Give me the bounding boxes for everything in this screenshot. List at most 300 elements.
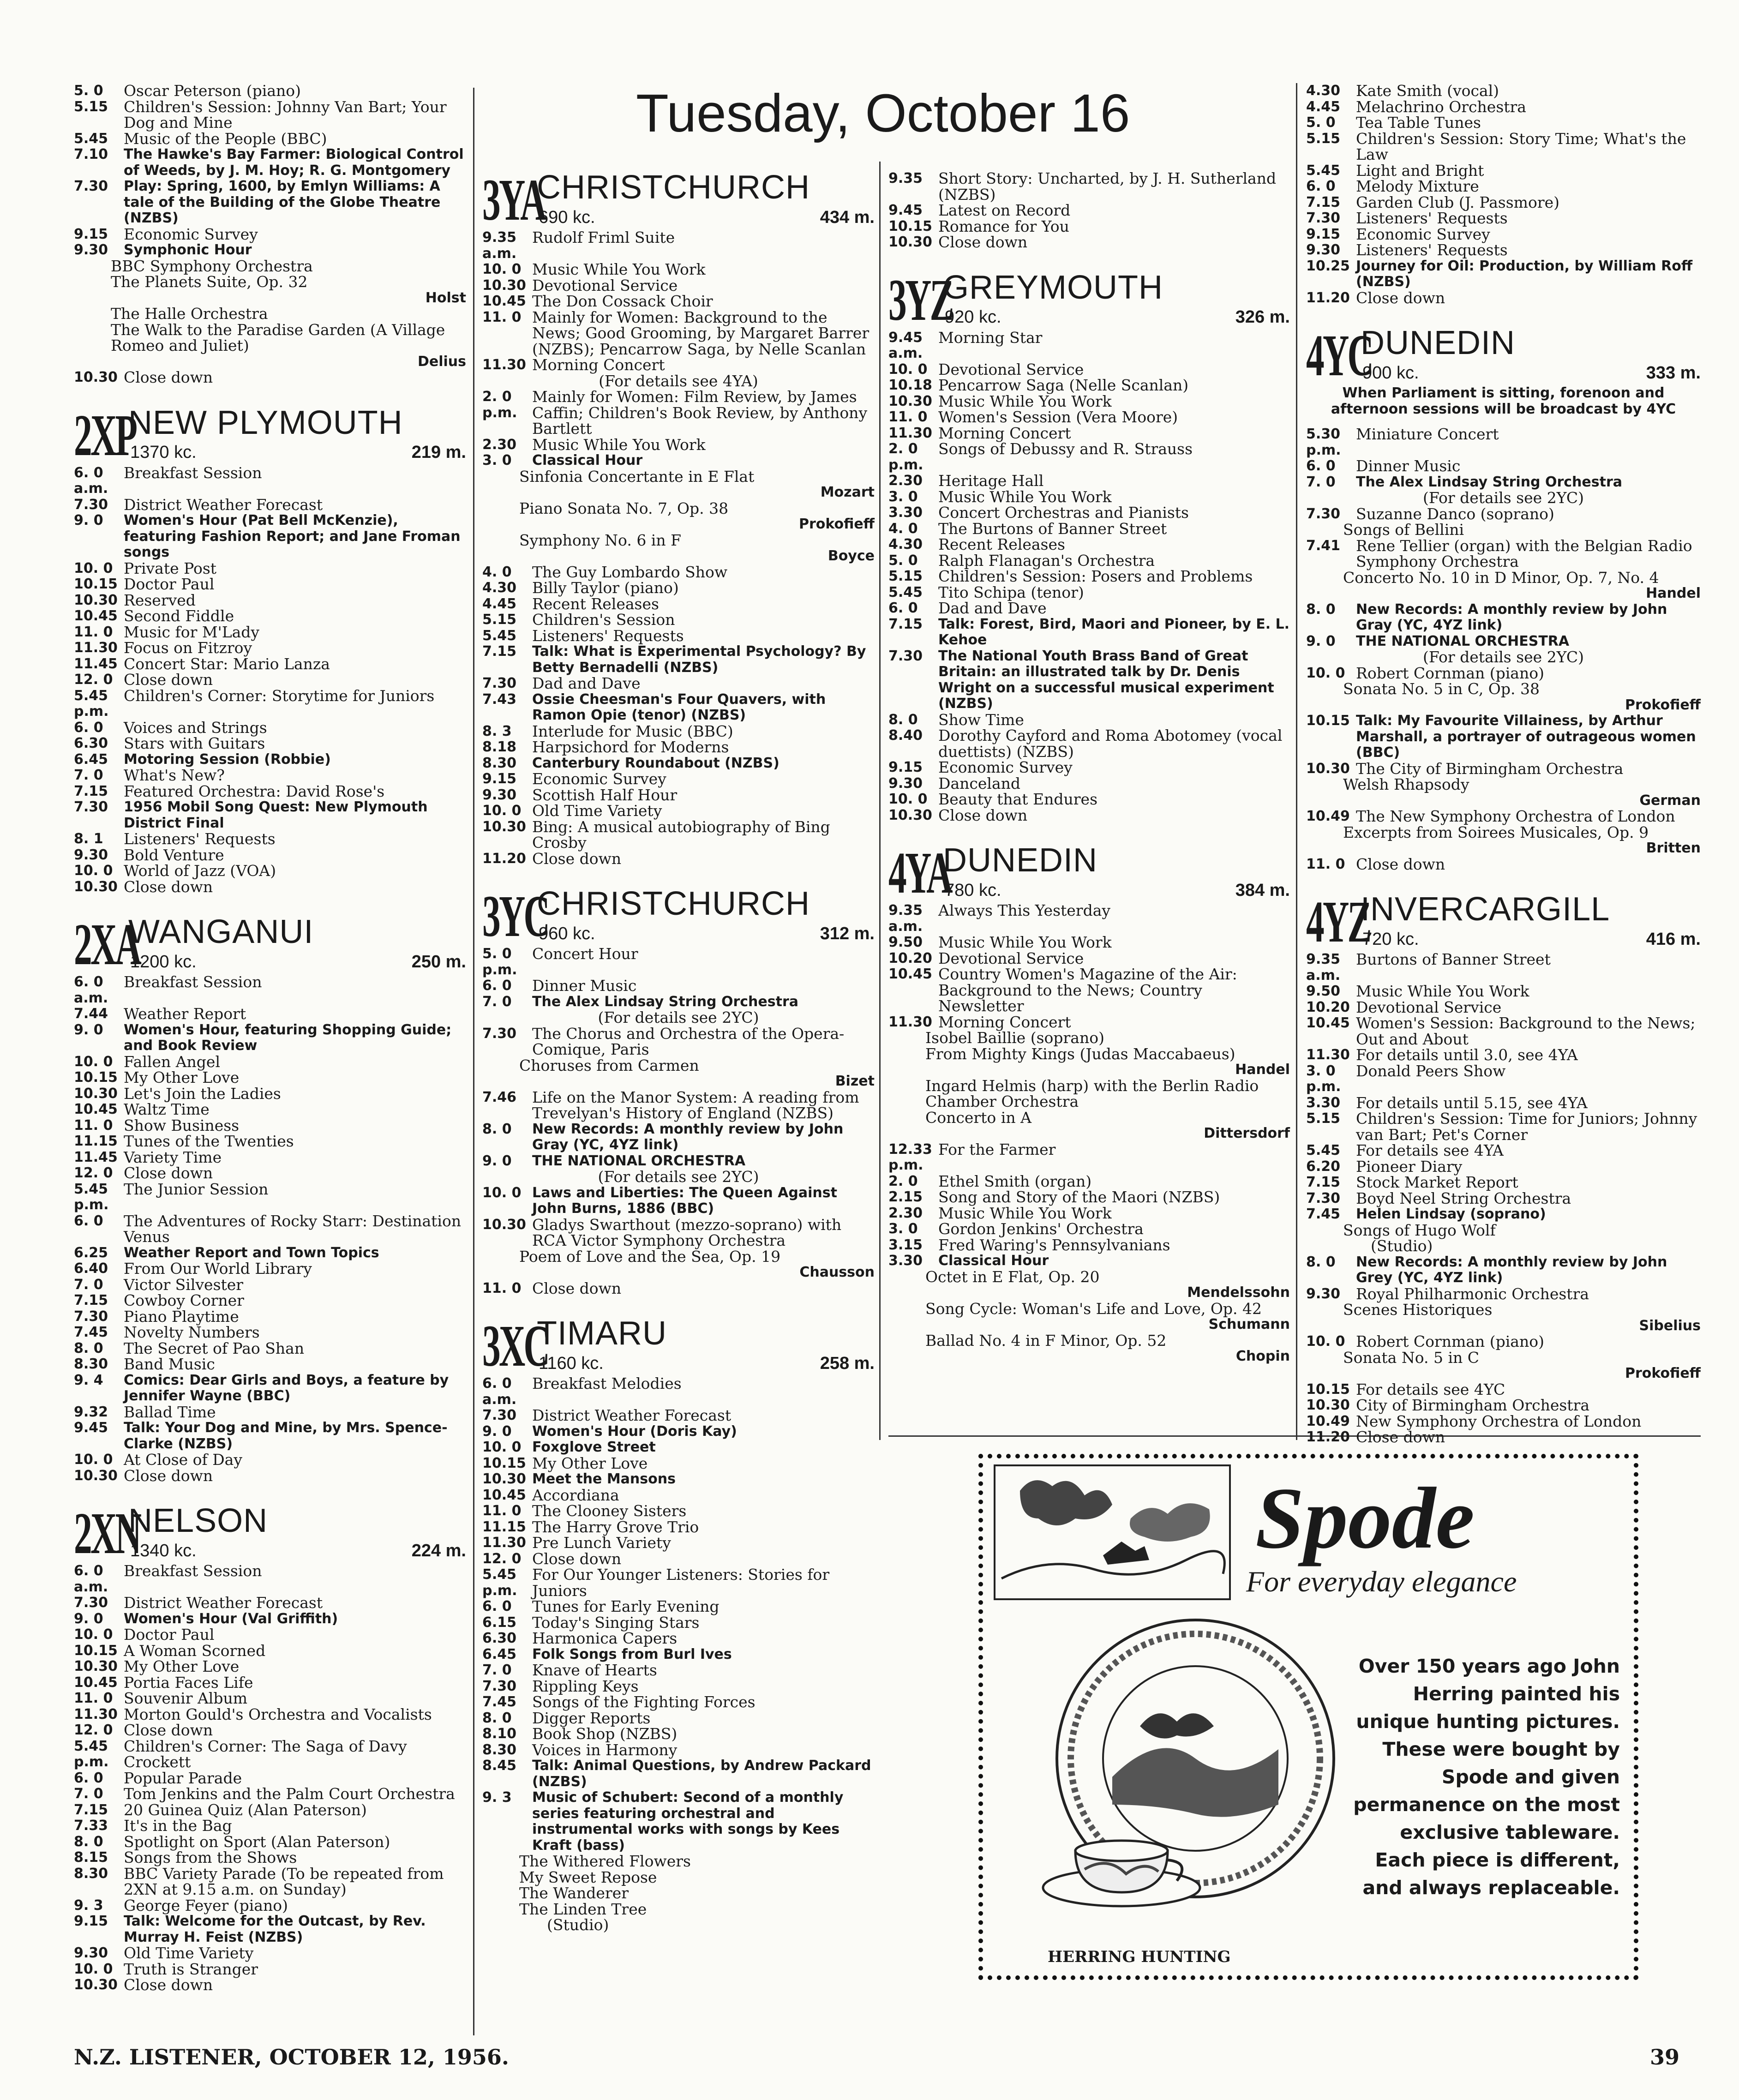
station-wavelength: 258 m. <box>820 1353 875 1373</box>
programme-time: 9.15 <box>1306 226 1341 242</box>
programme-row <box>74 799 466 831</box>
programme-title: Children's Session: Story Time; What's the Law <box>1356 129 1686 163</box>
programme-row <box>1306 1382 1701 1398</box>
programme-time: 2. 0 p.m. <box>482 389 517 421</box>
programme-time: 7.41 <box>1306 537 1341 554</box>
programme-row <box>482 1567 875 1599</box>
programme-detail: Sonata No. 5 in C, Op. 38 <box>1343 680 1540 698</box>
programme-title: Listeners' Requests <box>1356 209 1508 227</box>
programme-row <box>888 521 1290 537</box>
programme-title: The Clooney Sisters <box>532 1502 687 1520</box>
programme-time: 11.30 <box>888 1014 932 1030</box>
column-divider <box>879 162 881 1440</box>
station-city: NEW PLYMOUTH <box>128 404 403 441</box>
programme-row <box>482 580 875 596</box>
programme-time: 10.45 <box>74 608 118 624</box>
programme-row <box>482 1551 875 1567</box>
programme-title: The National Youth Brass Band of Great Britain: an illustrated talk by Dr. Denis Wright on a successful musical experiment (NZBS) <box>938 648 1274 712</box>
programme-time: 9.45 <box>74 1420 108 1436</box>
programme-title: Helen Lindsay (soprano) <box>1356 1206 1546 1222</box>
programme-detail: Ingard Helmis (harp) with the Berlin Radio Chamber Orchestra <box>925 1076 1259 1110</box>
programme-row <box>888 1237 1290 1254</box>
programme-row <box>888 712 1290 728</box>
programme-row <box>1306 1000 1701 1016</box>
programme-row <box>1306 227 1701 243</box>
station-header <box>74 912 466 977</box>
programme-time: 5. 0 <box>1306 114 1336 131</box>
programme-title: Popular Parade <box>124 1769 242 1787</box>
programme-row <box>888 792 1290 808</box>
programme-title: Women's Hour (Pat Bell McKenzie), featuring Fashion Report; and Jane Froman songs <box>124 512 461 560</box>
programme-row <box>74 1675 466 1691</box>
station-frequency: 780 kc. <box>945 880 1001 900</box>
programme-title: Recent Releases <box>938 535 1065 553</box>
programme-title: Close down <box>124 1466 213 1485</box>
programme-row <box>1306 474 1701 491</box>
programme-title: Ballad Time <box>124 1403 216 1421</box>
composer-name: Schumann <box>1208 1316 1290 1332</box>
station-wavelength: 312 m. <box>820 924 875 943</box>
programme-time: 7.30 <box>482 675 517 691</box>
programme-time: 6. 0 <box>1306 458 1336 474</box>
programme-row <box>888 1142 1290 1174</box>
programme-title: Donald Peers Show <box>1356 1062 1506 1080</box>
programme-time: 5.45 p.m. <box>74 687 109 720</box>
programme-title: From Our World Library <box>124 1260 312 1278</box>
programme-row <box>1306 857 1701 873</box>
programme-row <box>1306 984 1701 1000</box>
programme-time: 10.30 <box>482 1216 526 1233</box>
programme-row <box>74 497 466 513</box>
station-city: GREYMOUTH <box>943 269 1163 306</box>
programme-time: 5.15 <box>1306 1110 1341 1127</box>
programme-title: The Guy Lombardo Show <box>532 563 728 581</box>
programme-title: Country Women's Magazine of the Air: Background to the News; Country Newsletter <box>938 965 1237 1015</box>
programme-time: 9.30 <box>74 1945 108 1961</box>
programme-title: Let's Join the Ladies <box>124 1084 281 1103</box>
programme-time: 3.30 <box>888 1253 923 1269</box>
programme-title: Rippling Keys <box>532 1677 639 1695</box>
programme-title: Royal Philharmonic Orchestra <box>1356 1284 1589 1303</box>
programme-time: 10. 0 <box>482 803 522 819</box>
programme-row <box>482 803 875 819</box>
programme-title: Rene Tellier (organ) with the Belgian Radio Symphony Orchestra <box>1356 536 1692 570</box>
programme-title: Oscar Peterson (piano) <box>124 82 301 100</box>
programme-row <box>74 879 466 895</box>
programme-time: 6.40 <box>74 1260 108 1277</box>
programme-row <box>74 1770 466 1787</box>
programme-row <box>74 561 466 577</box>
programme-time: 9.15 <box>74 1913 108 1929</box>
programme-title: Children's Session <box>532 611 675 629</box>
programme-detail: From Mighty Kings (Judas Maccabaeus) <box>925 1044 1235 1063</box>
programme-row <box>1306 1414 1701 1430</box>
programme-detail: Octet in E Flat, Op. 20 <box>925 1267 1100 1286</box>
station-city: DUNEDIN <box>1361 324 1516 361</box>
programme-time: 11. 0 <box>74 1117 113 1134</box>
programme-title: Knave of Hearts <box>532 1661 657 1679</box>
composer-name: Mozart <box>820 484 875 500</box>
station-section <box>74 402 466 896</box>
programme-title: The Junior Session <box>124 1180 269 1198</box>
station-frequency: 1370 kc. <box>130 443 197 462</box>
programme-time: 12.33 p.m. <box>888 1141 932 1173</box>
programme-title: For Our Younger Listeners: Stories for Juniors <box>532 1566 830 1600</box>
programme-row <box>1306 242 1701 258</box>
programme-title: Listeners' Requests <box>124 830 276 848</box>
programme-title: Pencarrow Saga (Nelle Scanlan) <box>938 376 1189 394</box>
programme-time: 4. 0 <box>888 520 918 537</box>
programme-row <box>74 1102 466 1118</box>
programme-title: Morning Concert <box>532 356 665 374</box>
programme-time: 7.30 <box>74 1308 108 1325</box>
programme-title: Close down <box>124 877 213 896</box>
programme-title: Devotional Service <box>1356 998 1502 1016</box>
programme-title: Concert Hour <box>532 945 638 963</box>
programme-row <box>482 1599 875 1615</box>
station-wavelength: 434 m. <box>820 207 875 227</box>
programme-row <box>74 1086 466 1102</box>
programme-time: 2.30 <box>888 473 923 489</box>
station-city: CHRISTCHURCH <box>537 169 810 206</box>
station-call-sign: 2XN <box>74 1500 140 1566</box>
programme-row <box>74 1659 466 1675</box>
programme-time: 7.10 <box>74 146 108 162</box>
programme-row <box>482 357 875 373</box>
programme-title: The Alex Lindsay String Orchestra <box>1356 474 1622 490</box>
spode-tagline: For everyday elegance <box>1246 1565 1517 1598</box>
programme-time: 10.15 <box>1306 1381 1350 1398</box>
programme-title: Close down <box>124 1976 213 1994</box>
programme-row <box>74 1834 466 1850</box>
programme-time: 5. 0 <box>74 83 103 99</box>
programme-time: 10.20 <box>1306 999 1350 1015</box>
programme-time: 2. 0 p.m. <box>888 441 923 473</box>
programme-time: 9. 3 <box>74 1897 103 1914</box>
programme-row <box>1306 1175 1701 1191</box>
programme-time: 10. 0 <box>74 863 113 879</box>
programme-row <box>1306 761 1701 777</box>
programme-detail: Sinfonia Concertante in E Flat <box>519 467 755 486</box>
programme-time: 8.45 <box>482 1758 517 1774</box>
programme-title: Close down <box>124 368 213 386</box>
programme-detail: Concerto No. 10 in D Minor, Op. 7, No. 4 <box>1343 568 1659 587</box>
programme-time: 8. 1 <box>74 831 103 847</box>
programme-row <box>1306 1143 1701 1159</box>
programme-title: Classical Hour <box>938 1253 1049 1269</box>
programme-time: 9. 3 <box>482 1789 512 1806</box>
programme-row <box>74 608 466 624</box>
station-wavelength: 333 m. <box>1646 363 1701 383</box>
programme-time: 4.30 <box>888 536 923 552</box>
programme-title: Economic Survey <box>938 758 1073 776</box>
programme-row <box>482 1471 875 1488</box>
programme-row <box>74 1420 466 1452</box>
programme-time: 9. 0 <box>482 1423 512 1440</box>
column-divider <box>1296 83 1297 1440</box>
programme-row <box>888 203 1290 219</box>
programme-title: Music While You Work <box>1356 982 1529 1000</box>
programme-row <box>482 994 875 1010</box>
station-frequency: 1160 kc. <box>539 1353 604 1373</box>
programme-detail: (Studio) <box>1371 1237 1433 1255</box>
programme-title: Voices in Harmony <box>532 1740 678 1759</box>
programme-time: 10.45 <box>482 1487 526 1503</box>
composer-name: Mendelssohn <box>1187 1284 1290 1301</box>
programme-time: 8. 0 <box>888 711 918 728</box>
composer-name: Prokofieff <box>1625 1365 1701 1381</box>
programme-detail: Welsh Rhapsody <box>1343 775 1469 793</box>
programme-row <box>74 1898 466 1914</box>
programme-row <box>888 1253 1290 1269</box>
station-city: INVERCARGILL <box>1361 891 1610 928</box>
programme-time: 7. 0 <box>482 993 512 1010</box>
programme-time: 10.30 <box>74 1467 118 1484</box>
programme-title: Women's Hour (Doris Kay) <box>532 1423 737 1440</box>
programme-title: New Records: A monthly review by John Gray (YC, 4YZ link) <box>532 1121 844 1153</box>
programme-row <box>888 171 1290 203</box>
programme-row <box>74 179 466 227</box>
programme-time: 7.46 <box>482 1089 517 1105</box>
programme-time: 11.45 <box>74 655 118 672</box>
programme-title: Recent Releases <box>532 594 659 613</box>
programme-title: Ralph Flanagan's Orchestra <box>938 551 1155 570</box>
station-city: CHRISTCHURCH <box>537 885 810 922</box>
programme-title: Always This Yesterday <box>938 901 1111 919</box>
programme-row <box>1306 1286 1701 1302</box>
programme-detail: The Walk to the Paradise Garden (A Village Romeo and Juliet) <box>111 320 445 354</box>
programme-title: Morning Concert <box>938 424 1071 442</box>
programme-title: Classical Hour <box>532 452 643 468</box>
programme-title: Focus on Fitzroy <box>124 639 252 657</box>
programme-title: World of Jazz (VOA) <box>124 862 276 880</box>
composer-name: Bizet <box>835 1073 875 1089</box>
programme-time: 9.30 <box>74 242 108 258</box>
programme-time: 10.30 <box>74 878 118 895</box>
programme-title: Music While You Work <box>938 392 1112 410</box>
programme-time: 8.15 <box>74 1849 108 1866</box>
programme-title: Harpsichord for Moderns <box>532 738 729 756</box>
programme-title: Breakfast Session <box>124 463 262 482</box>
programme-title: THE NATIONAL ORCHESTRA <box>1356 633 1570 649</box>
programme-title: Close down <box>1356 1428 1445 1446</box>
page-title: Tuesday, October 16 <box>636 83 1130 143</box>
programme-title: Rudolf Friml Suite <box>532 228 675 246</box>
spode-advertisement <box>978 1454 1638 1980</box>
station-wavelength: 384 m. <box>1235 880 1290 900</box>
programme-time: 7.15 <box>74 1801 108 1818</box>
programme-row <box>74 593 466 609</box>
programme-time: 6. 0 a.m. <box>74 1563 108 1595</box>
programme-row <box>1306 1159 1701 1175</box>
programme-title: Play: Spring, 1600, by Emlyn Williams: A tale of the Building of the Globe Theatre (NZBS) <box>124 178 441 226</box>
programme-title: Kate Smith (vocal) <box>1356 82 1499 100</box>
programme-time: 8.40 <box>888 727 923 744</box>
programme-title: Music of Schubert: Second of a monthly series featuring orchestral and instrumental works with songs by Kees Kraft (bass) <box>532 1789 844 1854</box>
programme-row <box>74 1563 466 1595</box>
programme-title: Talk: Welcome for the Outcast, by Rev. Murray H. Feist (NZBS) <box>124 1913 426 1945</box>
programme-time: 10. 0 <box>74 560 113 576</box>
programme-title: Garden Club (J. Passmore) <box>1356 193 1560 211</box>
programme-title: Old Time Variety <box>124 1944 254 1962</box>
programme-row <box>482 1376 875 1408</box>
programme-row <box>74 1802 466 1818</box>
station-city: NELSON <box>128 1502 268 1539</box>
programme-time: 10.30 <box>482 277 526 294</box>
programme-row <box>74 1643 466 1659</box>
programme-title: City of Birmingham Orchestra <box>1356 1396 1590 1414</box>
programme-detail: Scenes Historiques <box>1343 1301 1493 1319</box>
programme-time: 5.30 p.m. <box>1306 426 1341 458</box>
programme-row <box>888 648 1290 712</box>
programme-row <box>482 819 875 851</box>
programme-time: 7.15 <box>1306 194 1341 210</box>
programme-time: 8.18 <box>482 739 517 755</box>
programme-title: Dad and Dave <box>938 599 1047 617</box>
programme-time: 9. 0 <box>1306 633 1336 649</box>
programme-title: Women's Hour (Val Griffith) <box>124 1610 338 1627</box>
programme-detail: The Linden Tree <box>519 1900 647 1918</box>
programme-time: 10. 0 <box>888 361 928 378</box>
programme-time: 3.30 <box>1306 1094 1341 1111</box>
programme-row <box>482 1456 875 1472</box>
programme-time: 10.15 <box>74 1642 118 1659</box>
station-section <box>74 912 466 1485</box>
programme-row <box>74 1786 466 1802</box>
programme-time: 11. 0 <box>1306 856 1345 872</box>
programme-detail: (For details see 4YA) <box>599 372 758 390</box>
programme-title: Women's Session (Vera Moore) <box>938 408 1178 426</box>
programme-time: 10.30 <box>74 1085 118 1102</box>
programme-row <box>74 624 466 641</box>
programme-title: Miniature Concert <box>1356 425 1499 443</box>
programme-row <box>888 378 1290 394</box>
programme-time: 5.45 <box>482 627 517 644</box>
programme-title: My Other Love <box>532 1454 648 1472</box>
programme-time: 8. 0 <box>1306 1254 1336 1270</box>
programme-detail: My Sweet Repose <box>519 1868 657 1886</box>
programme-row <box>482 1488 875 1504</box>
station-section <box>1306 83 1701 306</box>
programme-row <box>74 1722 466 1739</box>
programme-row <box>1306 258 1701 290</box>
programme-row <box>482 612 875 628</box>
programme-time: 10. 0 <box>74 1053 113 1070</box>
programme-row <box>482 1440 875 1456</box>
programme-time: 7.45 <box>1306 1206 1341 1222</box>
programme-time: 7. 0 <box>1306 474 1336 490</box>
programme-row <box>482 676 875 692</box>
programme-time: 7. 0 <box>74 1276 103 1293</box>
programme-time: 10.30 <box>888 393 932 409</box>
programme-detail: Symphony No. 6 in F <box>519 531 681 549</box>
programme-row <box>74 131 466 147</box>
programme-title: Bing: A musical autobiography of Bing Crosby <box>532 817 830 852</box>
programme-time: 3.30 <box>888 504 923 521</box>
programme-detail: Songs of Bellini <box>1343 521 1464 539</box>
programme-title: Listeners' Requests <box>1356 241 1508 259</box>
programme-time: 10.45 <box>1306 1015 1350 1031</box>
programme-title: Scottish Half Hour <box>532 786 678 804</box>
programme-detail: (For details see 2YC) <box>598 1008 759 1026</box>
programme-row <box>1306 426 1701 458</box>
programme-time: 10. 0 <box>74 1452 113 1468</box>
programme-title: Light and Bright <box>1356 161 1484 180</box>
programme-title: Gordon Jenkins' Orchestra <box>938 1220 1144 1238</box>
programme-time: 7.44 <box>74 1006 108 1022</box>
programme-time: 10.45 <box>482 293 526 309</box>
programme-title: Talk: Animal Questions, by Andrew Packard (NZBS) <box>532 1758 871 1790</box>
programme-title: Victor Silvester <box>124 1275 244 1294</box>
programme-title: The Chorus and Orchestra of the Opera-Comique, Paris <box>532 1024 845 1058</box>
station-note: When Parliament is sitting, forenoon and afternoon sessions will be broadcast by 4YC <box>1331 385 1676 417</box>
programme-title: Ossie Cheesman's Four Quavers, with Ramon Opie (tenor) (NZBS) <box>532 691 826 723</box>
programme-time: 12. 0 <box>74 672 113 688</box>
programme-time: 12. 0 <box>74 1165 113 1181</box>
programme-row <box>482 1710 875 1727</box>
programme-time: 6.15 <box>482 1614 517 1631</box>
programme-detail: Excerpts from Soirees Musicales, Op. 9 <box>1343 823 1649 841</box>
programme-title: Close down <box>1356 855 1445 873</box>
programme-time: 5.15 <box>482 612 517 628</box>
programme-time: 9. 0 <box>74 1021 103 1038</box>
programme-time: 7. 0 <box>74 1786 103 1802</box>
programme-time: 9.15 <box>888 759 923 775</box>
programme-title: District Weather Forecast <box>124 495 323 514</box>
station-section <box>888 171 1290 251</box>
programme-title: For the Farmer <box>938 1140 1056 1158</box>
programme-row <box>482 1535 875 1551</box>
programme-detail: Isobel Baillie (soprano) <box>925 1029 1104 1047</box>
station-wavelength: 250 m. <box>411 952 466 972</box>
programme-row <box>1306 809 1701 825</box>
programme-title: Foxglove Street <box>532 1439 656 1455</box>
programme-row <box>1306 713 1701 761</box>
programme-title: Show Business <box>124 1116 240 1134</box>
programme-row <box>74 1850 466 1866</box>
programme-title: Fred Waring's Pennsylvanians <box>938 1236 1170 1254</box>
pattern-name: HERRING HUNTING <box>1048 1948 1231 1966</box>
station-header <box>1306 889 1701 954</box>
programme-time: 3.15 <box>888 1236 923 1253</box>
programme-row <box>888 903 1290 935</box>
programme-time: 6. 0 <box>74 719 103 736</box>
programme-title: Stock Market Report <box>1356 1173 1518 1191</box>
programme-time: 7.30 <box>74 178 108 194</box>
programme-row <box>74 147 466 179</box>
programme-title: The Harry Grove Trio <box>532 1518 699 1536</box>
programme-row <box>74 1165 466 1182</box>
programme-detail: (Studio) <box>547 1916 609 1934</box>
station-section <box>74 83 466 386</box>
programme-row <box>482 946 875 978</box>
programme-row <box>1306 99 1701 115</box>
programme-row <box>74 1118 466 1134</box>
programme-time: 10.30 <box>74 1658 118 1674</box>
programme-time: 10.49 <box>1306 1413 1350 1429</box>
station-call-sign: 3YC <box>482 883 549 949</box>
programme-row <box>74 370 466 386</box>
schedule-column-3 <box>888 171 1290 1385</box>
programme-time: 9.45 <box>888 202 923 218</box>
programme-time: 7.30 <box>74 496 108 513</box>
programme-time: 2.30 <box>888 1205 923 1221</box>
programme-time: 7.30 <box>74 1595 108 1611</box>
programme-row <box>482 1408 875 1424</box>
programme-row <box>1306 1111 1701 1143</box>
programme-title: Symphonic Hour <box>124 242 252 258</box>
programme-row <box>1306 290 1701 306</box>
